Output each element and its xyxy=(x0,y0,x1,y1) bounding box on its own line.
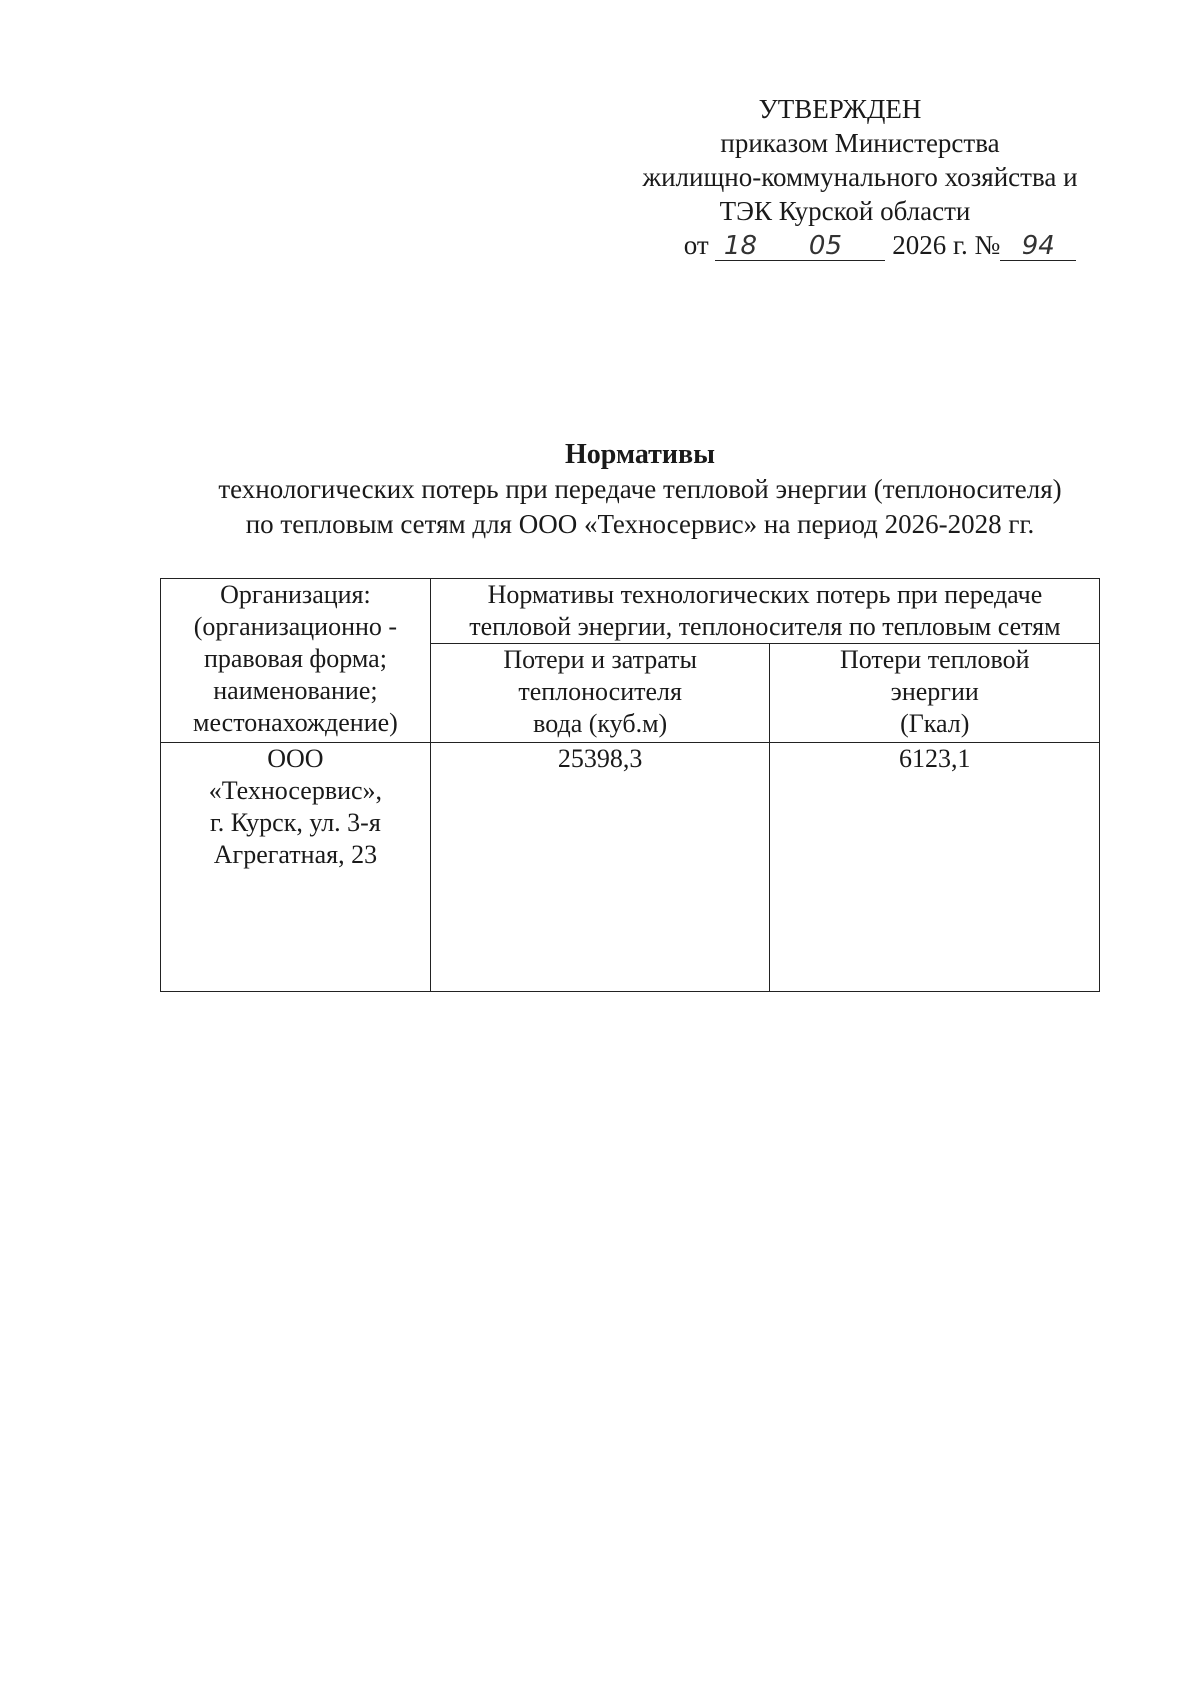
heat-loss-header-cell xyxy=(770,644,1100,743)
date-prefix: от xyxy=(683,230,709,260)
handwritten-order-number: 94 xyxy=(1000,232,1076,261)
approval-title: УТВЕРЖДЕН xyxy=(758,94,922,124)
document-title: Нормативы xyxy=(565,439,715,470)
org-line: г. Курск, ул. 3-я xyxy=(210,808,381,837)
water-header-line: Потери и затраты xyxy=(503,645,697,674)
norms-header-line: Нормативы технологических потерь при передаче xyxy=(487,580,1043,609)
org-header-line: Организация: xyxy=(220,580,371,609)
approval-block xyxy=(600,92,1120,262)
document-heading xyxy=(60,438,1200,542)
document-subtitle-line2: по тепловым сетям для ООО «Техносервис» на период 2026-2028 гг. xyxy=(245,509,1035,539)
norms-table xyxy=(160,578,1100,992)
org-header-line: местонахождение) xyxy=(193,708,398,737)
org-header-line: правовая форма; xyxy=(203,644,387,673)
water-header-line: теплоносителя xyxy=(518,677,682,706)
table-row xyxy=(161,743,1100,992)
org-line: «Техносервис», xyxy=(208,776,383,805)
approval-order: приказом Министерства xyxy=(720,128,1000,158)
approval-region: ТЭК Курской области xyxy=(719,196,971,226)
norms-header-line: тепловой энергии, теплоносителя по тепловым сетям xyxy=(469,612,1061,641)
org-line: ООО xyxy=(267,744,324,773)
heat-loss-value: 6123,1 xyxy=(770,743,1100,992)
org-header-line: наименование; xyxy=(213,676,378,705)
heat-header-line: Потери тепловой xyxy=(839,645,1030,674)
document-subtitle-line1: технологических потерь при передаче тепловой энергии (теплоносителя) xyxy=(218,474,1062,504)
water-loss-value: 25398,3 xyxy=(430,743,770,992)
org-cell xyxy=(161,743,431,992)
norms-header-cell xyxy=(430,579,1099,644)
water-header-line: вода (куб.м) xyxy=(533,709,668,738)
heat-header-line: энергии xyxy=(890,677,979,706)
org-line: Агрегатная, 23 xyxy=(213,840,378,869)
approval-ministry: жилищно-коммунального хозяйства и xyxy=(642,162,1078,192)
org-header-line: (организационно - xyxy=(193,612,398,641)
approval-date-line xyxy=(640,228,1120,262)
water-loss-header-cell xyxy=(430,644,770,743)
heat-header-line: (Гкал) xyxy=(900,709,970,738)
date-year-suffix: 2026 г. № xyxy=(892,230,1001,260)
handwritten-day: 18 xyxy=(715,232,765,261)
org-header-cell xyxy=(161,579,431,743)
handwritten-month: 05 xyxy=(765,232,885,261)
table-header-row xyxy=(161,579,1100,644)
